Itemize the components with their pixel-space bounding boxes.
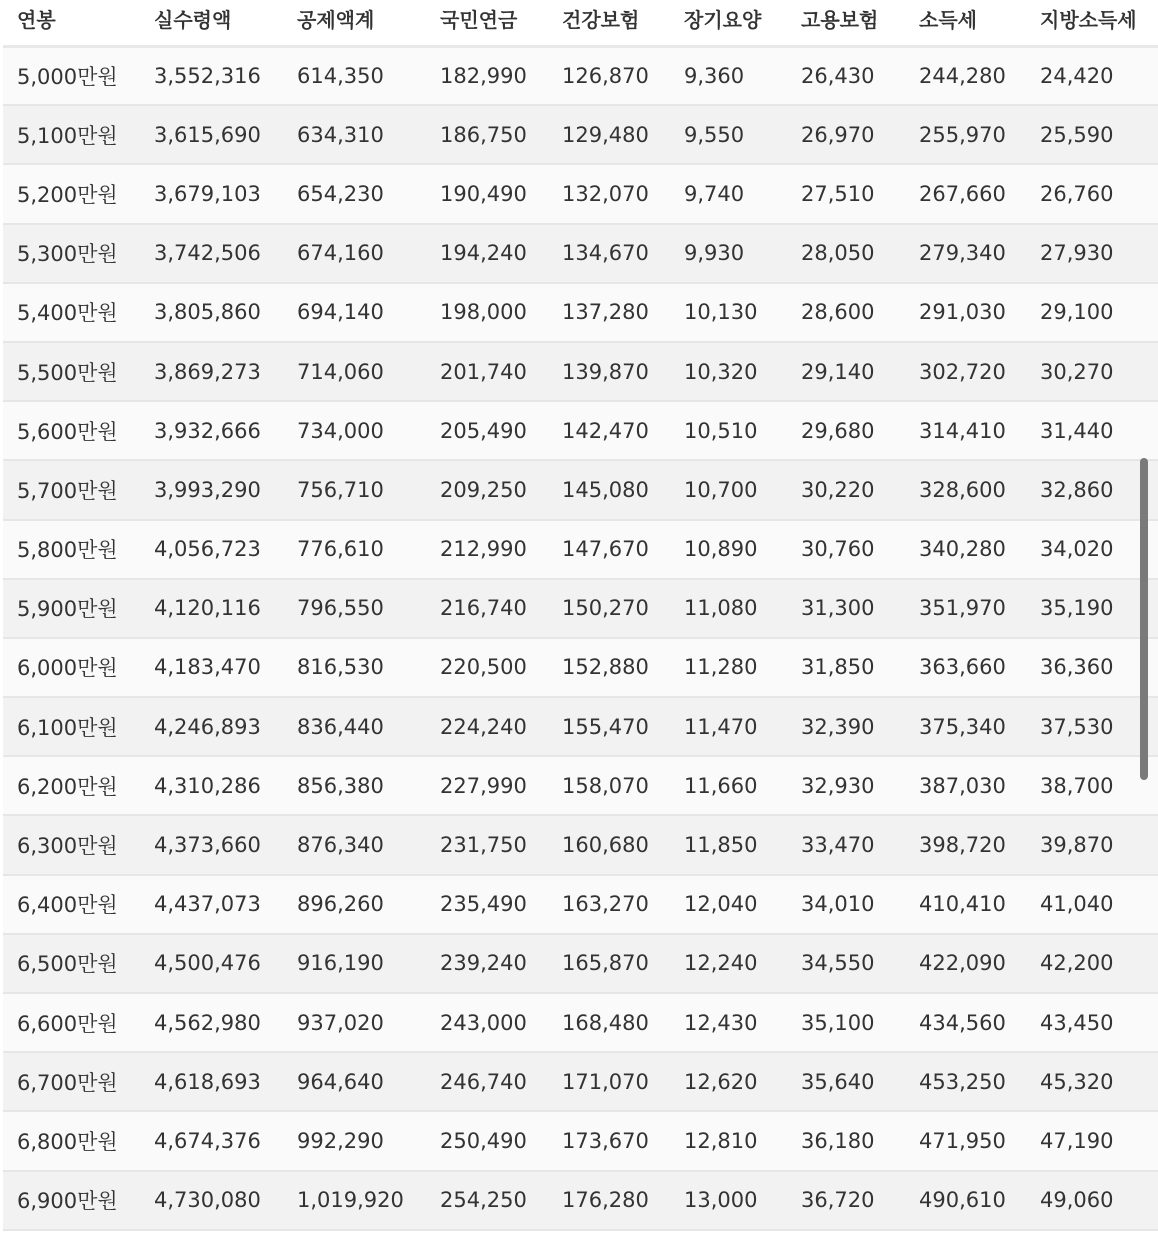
table-header-row bbox=[3, 0, 1158, 46]
table-cell: 160,680 bbox=[548, 815, 670, 874]
table-cell: 209,250 bbox=[426, 460, 548, 519]
table-cell: 4,310,286 bbox=[140, 756, 283, 815]
table-cell: 4,183,470 bbox=[140, 638, 283, 697]
table-cell: 10,890 bbox=[670, 520, 787, 579]
table-row bbox=[3, 993, 1158, 1052]
table-cell: 4,674,376 bbox=[140, 1111, 283, 1170]
column-header-salary: 연봉 bbox=[3, 0, 140, 46]
table-cell: 9,930 bbox=[670, 224, 787, 283]
table-cell: 24,420 bbox=[1026, 46, 1158, 105]
table-cell: 314,410 bbox=[905, 401, 1026, 460]
table-cell: 150,270 bbox=[548, 579, 670, 638]
table-row bbox=[3, 1052, 1158, 1111]
table-body bbox=[3, 46, 1158, 1230]
table-cell: 139,870 bbox=[548, 342, 670, 401]
table-cell: 198,000 bbox=[426, 283, 548, 342]
table-cell: 3,993,290 bbox=[140, 460, 283, 519]
table-cell: 220,500 bbox=[426, 638, 548, 697]
table-cell: 227,990 bbox=[426, 756, 548, 815]
table-cell: 246,740 bbox=[426, 1052, 548, 1111]
table-cell: 796,550 bbox=[283, 579, 426, 638]
table-cell: 10,320 bbox=[670, 342, 787, 401]
table-cell: 29,680 bbox=[787, 401, 905, 460]
table-cell: 714,060 bbox=[283, 342, 426, 401]
table-cell: 38,700 bbox=[1026, 756, 1158, 815]
table-cell: 12,240 bbox=[670, 934, 787, 993]
vertical-scrollbar[interactable] bbox=[1140, 458, 1148, 780]
table-row bbox=[3, 164, 1158, 223]
table-cell: 13,000 bbox=[670, 1171, 787, 1230]
table-cell: 6,800만원 bbox=[3, 1111, 140, 1170]
table-cell: 126,870 bbox=[548, 46, 670, 105]
table-cell: 387,030 bbox=[905, 756, 1026, 815]
table-row bbox=[3, 638, 1158, 697]
table-cell: 876,340 bbox=[283, 815, 426, 874]
table-cell: 11,660 bbox=[670, 756, 787, 815]
table-cell: 255,970 bbox=[905, 105, 1026, 164]
table-cell: 398,720 bbox=[905, 815, 1026, 874]
table-cell: 11,080 bbox=[670, 579, 787, 638]
table-cell: 37,530 bbox=[1026, 697, 1158, 756]
table-cell: 10,510 bbox=[670, 401, 787, 460]
table-cell: 224,240 bbox=[426, 697, 548, 756]
table-cell: 5,600만원 bbox=[3, 401, 140, 460]
table-cell: 6,000만원 bbox=[3, 638, 140, 697]
table-cell: 410,410 bbox=[905, 875, 1026, 934]
table-cell: 5,900만원 bbox=[3, 579, 140, 638]
column-header-long-term-care: 장기요양 bbox=[670, 0, 787, 46]
table-cell: 145,080 bbox=[548, 460, 670, 519]
table-cell: 42,200 bbox=[1026, 934, 1158, 993]
table-cell: 12,040 bbox=[670, 875, 787, 934]
table-cell: 916,190 bbox=[283, 934, 426, 993]
table-cell: 36,180 bbox=[787, 1111, 905, 1170]
table-cell: 756,710 bbox=[283, 460, 426, 519]
table-cell: 47,190 bbox=[1026, 1111, 1158, 1170]
table-cell: 1,019,920 bbox=[283, 1171, 426, 1230]
column-header-local-income-tax: 지방소득세 bbox=[1026, 0, 1158, 46]
table-cell: 434,560 bbox=[905, 993, 1026, 1052]
column-header-net-pay: 실수령액 bbox=[140, 0, 283, 46]
table-cell: 6,100만원 bbox=[3, 697, 140, 756]
table-cell: 33,470 bbox=[787, 815, 905, 874]
table-cell: 10,700 bbox=[670, 460, 787, 519]
table-cell: 328,600 bbox=[905, 460, 1026, 519]
table-cell: 5,300만원 bbox=[3, 224, 140, 283]
table-row bbox=[3, 224, 1158, 283]
table-cell: 158,070 bbox=[548, 756, 670, 815]
table-row bbox=[3, 815, 1158, 874]
table-row bbox=[3, 283, 1158, 342]
table-cell: 212,990 bbox=[426, 520, 548, 579]
column-header-total-deductions: 공제액계 bbox=[283, 0, 426, 46]
table-cell: 375,340 bbox=[905, 697, 1026, 756]
table-cell: 3,679,103 bbox=[140, 164, 283, 223]
table-cell: 12,620 bbox=[670, 1052, 787, 1111]
column-header-health-insurance: 건강보험 bbox=[548, 0, 670, 46]
table-cell: 132,070 bbox=[548, 164, 670, 223]
table-cell: 201,740 bbox=[426, 342, 548, 401]
table-cell: 155,470 bbox=[548, 697, 670, 756]
table-cell: 3,869,273 bbox=[140, 342, 283, 401]
table-cell: 340,280 bbox=[905, 520, 1026, 579]
table-cell: 250,490 bbox=[426, 1111, 548, 1170]
table-cell: 186,750 bbox=[426, 105, 548, 164]
table-cell: 163,270 bbox=[548, 875, 670, 934]
table-cell: 243,000 bbox=[426, 993, 548, 1052]
table-cell: 43,450 bbox=[1026, 993, 1158, 1052]
table-cell: 694,140 bbox=[283, 283, 426, 342]
table-row bbox=[3, 875, 1158, 934]
table-cell: 36,360 bbox=[1026, 638, 1158, 697]
table-row bbox=[3, 105, 1158, 164]
table-cell: 856,380 bbox=[283, 756, 426, 815]
table-cell: 4,562,980 bbox=[140, 993, 283, 1052]
table-cell: 992,290 bbox=[283, 1111, 426, 1170]
column-header-national-pension: 국민연금 bbox=[426, 0, 548, 46]
table-cell: 4,500,476 bbox=[140, 934, 283, 993]
table-cell: 34,020 bbox=[1026, 520, 1158, 579]
table-cell: 6,700만원 bbox=[3, 1052, 140, 1111]
table-cell: 32,860 bbox=[1026, 460, 1158, 519]
table-cell: 28,050 bbox=[787, 224, 905, 283]
table-cell: 4,618,693 bbox=[140, 1052, 283, 1111]
table-cell: 5,200만원 bbox=[3, 164, 140, 223]
salary-table-container bbox=[3, 0, 1158, 1231]
table-cell: 6,300만원 bbox=[3, 815, 140, 874]
table-cell: 41,040 bbox=[1026, 875, 1158, 934]
table-cell: 31,850 bbox=[787, 638, 905, 697]
table-cell: 176,280 bbox=[548, 1171, 670, 1230]
table-cell: 239,240 bbox=[426, 934, 548, 993]
table-cell: 34,010 bbox=[787, 875, 905, 934]
table-cell: 26,760 bbox=[1026, 164, 1158, 223]
table-cell: 30,760 bbox=[787, 520, 905, 579]
table-cell: 490,610 bbox=[905, 1171, 1026, 1230]
table-cell: 302,720 bbox=[905, 342, 1026, 401]
table-row bbox=[3, 46, 1158, 105]
table-cell: 165,870 bbox=[548, 934, 670, 993]
table-cell: 5,000만원 bbox=[3, 46, 140, 105]
table-cell: 205,490 bbox=[426, 401, 548, 460]
table-cell: 3,615,690 bbox=[140, 105, 283, 164]
table-cell: 836,440 bbox=[283, 697, 426, 756]
table-cell: 5,800만원 bbox=[3, 520, 140, 579]
table-cell: 171,070 bbox=[548, 1052, 670, 1111]
table-cell: 231,750 bbox=[426, 815, 548, 874]
table-cell: 6,500만원 bbox=[3, 934, 140, 993]
table-cell: 654,230 bbox=[283, 164, 426, 223]
table-row bbox=[3, 579, 1158, 638]
table-cell: 634,310 bbox=[283, 105, 426, 164]
salary-table bbox=[3, 0, 1158, 1231]
table-cell: 129,480 bbox=[548, 105, 670, 164]
table-cell: 49,060 bbox=[1026, 1171, 1158, 1230]
table-cell: 5,500만원 bbox=[3, 342, 140, 401]
table-cell: 31,440 bbox=[1026, 401, 1158, 460]
table-cell: 152,880 bbox=[548, 638, 670, 697]
table-cell: 173,670 bbox=[548, 1111, 670, 1170]
table-cell: 896,260 bbox=[283, 875, 426, 934]
table-cell: 11,850 bbox=[670, 815, 787, 874]
table-cell: 254,250 bbox=[426, 1171, 548, 1230]
table-cell: 964,640 bbox=[283, 1052, 426, 1111]
table-cell: 734,000 bbox=[283, 401, 426, 460]
table-cell: 267,660 bbox=[905, 164, 1026, 223]
table-cell: 137,280 bbox=[548, 283, 670, 342]
table-cell: 351,970 bbox=[905, 579, 1026, 638]
table-cell: 134,670 bbox=[548, 224, 670, 283]
table-row bbox=[3, 460, 1158, 519]
column-header-income-tax: 소득세 bbox=[905, 0, 1026, 46]
table-cell: 30,270 bbox=[1026, 342, 1158, 401]
table-cell: 3,742,506 bbox=[140, 224, 283, 283]
table-cell: 168,480 bbox=[548, 993, 670, 1052]
table-cell: 9,740 bbox=[670, 164, 787, 223]
table-cell: 4,373,660 bbox=[140, 815, 283, 874]
table-cell: 291,030 bbox=[905, 283, 1026, 342]
table-cell: 235,490 bbox=[426, 875, 548, 934]
table-cell: 5,400만원 bbox=[3, 283, 140, 342]
table-cell: 147,670 bbox=[548, 520, 670, 579]
table-cell: 6,900만원 bbox=[3, 1171, 140, 1230]
table-cell: 11,470 bbox=[670, 697, 787, 756]
table-cell: 10,130 bbox=[670, 283, 787, 342]
table-cell: 45,320 bbox=[1026, 1052, 1158, 1111]
table-cell: 142,470 bbox=[548, 401, 670, 460]
table-cell: 4,730,080 bbox=[140, 1171, 283, 1230]
table-cell: 190,490 bbox=[426, 164, 548, 223]
table-cell: 32,390 bbox=[787, 697, 905, 756]
table-cell: 816,530 bbox=[283, 638, 426, 697]
table-row bbox=[3, 342, 1158, 401]
table-cell: 776,610 bbox=[283, 520, 426, 579]
table-cell: 35,640 bbox=[787, 1052, 905, 1111]
table-cell: 34,550 bbox=[787, 934, 905, 993]
table-cell: 3,932,666 bbox=[140, 401, 283, 460]
table-cell: 182,990 bbox=[426, 46, 548, 105]
table-cell: 216,740 bbox=[426, 579, 548, 638]
table-cell: 279,340 bbox=[905, 224, 1026, 283]
table-cell: 937,020 bbox=[283, 993, 426, 1052]
table-cell: 12,430 bbox=[670, 993, 787, 1052]
table-cell: 39,870 bbox=[1026, 815, 1158, 874]
table-cell: 27,930 bbox=[1026, 224, 1158, 283]
table-row bbox=[3, 1171, 1158, 1230]
table-cell: 9,360 bbox=[670, 46, 787, 105]
table-cell: 674,160 bbox=[283, 224, 426, 283]
table-cell: 422,090 bbox=[905, 934, 1026, 993]
table-row bbox=[3, 697, 1158, 756]
table-cell: 3,552,316 bbox=[140, 46, 283, 105]
table-cell: 26,970 bbox=[787, 105, 905, 164]
table-cell: 29,140 bbox=[787, 342, 905, 401]
table-cell: 471,950 bbox=[905, 1111, 1026, 1170]
table-cell: 31,300 bbox=[787, 579, 905, 638]
table-cell: 4,246,893 bbox=[140, 697, 283, 756]
table-cell: 363,660 bbox=[905, 638, 1026, 697]
table-row bbox=[3, 934, 1158, 993]
column-header-employment-insurance: 고용보험 bbox=[787, 0, 905, 46]
table-cell: 4,120,116 bbox=[140, 579, 283, 638]
table-cell: 4,437,073 bbox=[140, 875, 283, 934]
table-cell: 5,700만원 bbox=[3, 460, 140, 519]
table-row bbox=[3, 1111, 1158, 1170]
table-row bbox=[3, 756, 1158, 815]
table-cell: 26,430 bbox=[787, 46, 905, 105]
table-cell: 36,720 bbox=[787, 1171, 905, 1230]
table-cell: 28,600 bbox=[787, 283, 905, 342]
table-cell: 27,510 bbox=[787, 164, 905, 223]
table-cell: 12,810 bbox=[670, 1111, 787, 1170]
table-cell: 453,250 bbox=[905, 1052, 1026, 1111]
table-cell: 35,100 bbox=[787, 993, 905, 1052]
table-cell: 11,280 bbox=[670, 638, 787, 697]
table-cell: 244,280 bbox=[905, 46, 1026, 105]
table-cell: 5,100만원 bbox=[3, 105, 140, 164]
table-cell: 35,190 bbox=[1026, 579, 1158, 638]
table-cell: 6,200만원 bbox=[3, 756, 140, 815]
table-cell: 194,240 bbox=[426, 224, 548, 283]
table-cell: 4,056,723 bbox=[140, 520, 283, 579]
table-cell: 25,590 bbox=[1026, 105, 1158, 164]
table-cell: 32,930 bbox=[787, 756, 905, 815]
table-cell: 3,805,860 bbox=[140, 283, 283, 342]
table-cell: 614,350 bbox=[283, 46, 426, 105]
table-row bbox=[3, 401, 1158, 460]
table-cell: 6,400만원 bbox=[3, 875, 140, 934]
table-cell: 30,220 bbox=[787, 460, 905, 519]
table-cell: 6,600만원 bbox=[3, 993, 140, 1052]
table-cell: 29,100 bbox=[1026, 283, 1158, 342]
table-row bbox=[3, 520, 1158, 579]
table-cell: 9,550 bbox=[670, 105, 787, 164]
